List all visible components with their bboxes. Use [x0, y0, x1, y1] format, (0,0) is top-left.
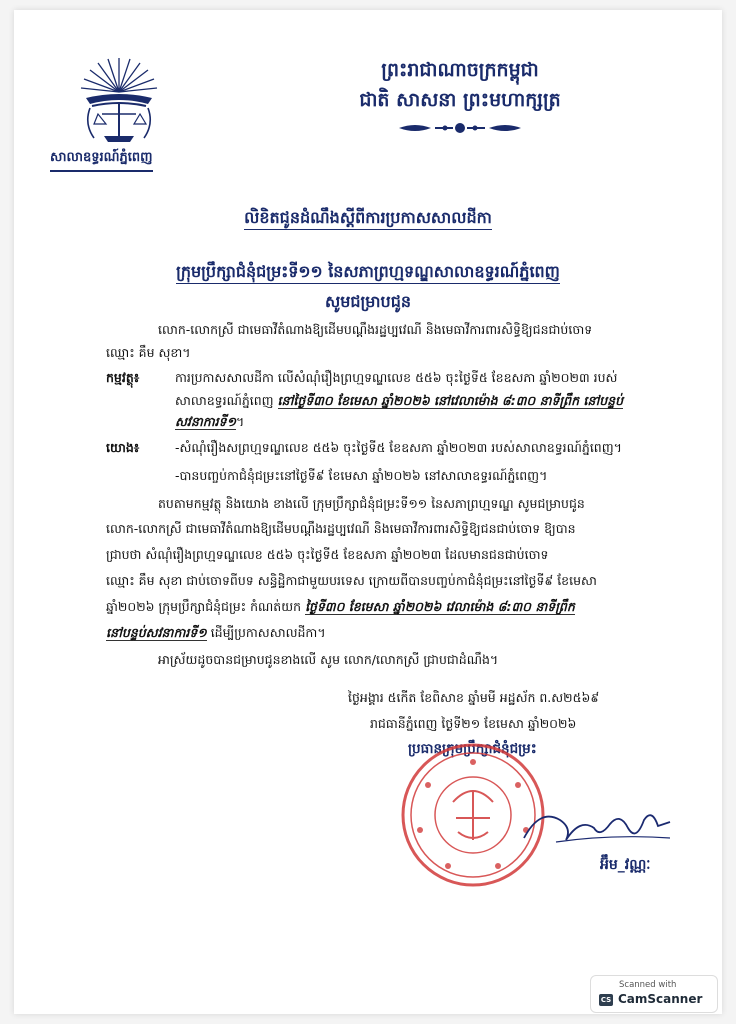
divider-ornament-icon: [395, 120, 525, 136]
signatory-title: ប្រធានក្រុមប្រឹក្សាជំនុំជម្រះ: [408, 741, 537, 757]
paragraph-line-5-plain: ឆ្នាំ២០២៦ ក្រុមប្រឹក្សាជំនុំជម្រះ កំណត់យក: [106, 599, 306, 614]
addressee-line-2: ឈ្មោះ គឹម សុខា។: [106, 345, 191, 360]
paragraph-line-2: លោក-លោកស្រី ជាមេធាវីតំណាងឱ្យដើមបណ្តឹងរដ្ឋប្បវេណី និងមេធាវីការពារសិទ្ធិឱ្យជនជាប់ចោទ ឱ្យបាន: [106, 521, 576, 536]
paragraph-line-5: [106, 599, 698, 615]
document-title-text: លិខិតជូនដំណឹងស្តីពីការប្រកាសសាលដីកា: [244, 208, 492, 230]
subject-line-2-plain: សាលាឧទ្ធរណ៍ភ្នំពេញ: [175, 393, 278, 408]
paragraph-line-1: តបតាមកម្មវត្ថុ និងយោង ខាងលើ ក្រុមប្រឹក្សាជំនុំជម្រះទី១១ នៃសភាព្រហ្មទណ្ឌ សូមជម្រាបជូន: [158, 496, 585, 511]
verdict-room-underlined: នៅបន្ទប់សវនាការទី១: [106, 625, 207, 640]
reference-item-1: -សំណុំរឿងសព្រហ្មទណ្ឌលេខ ៥៥៦ ចុះថ្ងៃទី៥ ខែឧសភា ឆ្នាំ២០២៣ របស់សាលាឧទ្ធរណ៍ភ្នំពេញ។: [175, 440, 622, 455]
paragraph-line-6: [106, 625, 698, 641]
subject-date-underlined: នៅថ្ងៃទី៣០ ខែមេសា ឆ្នាំ២០២៦ នៅវេលាម៉ោង ៨:៣០ នាទីព្រឹក នៅបន្ទប់: [277, 393, 624, 408]
handwritten-signature: [520, 798, 680, 858]
camscanner-badge: [590, 975, 718, 1013]
lunar-date: ថ្ងៃអង្គារ ៥កើត ខែពិសាខ ឆ្នាំមមី អដ្ឋស័ក ព.ស២៥៦៩: [348, 690, 600, 705]
paragraph-line-3: ជ្រាបថា សំណុំរឿងព្រហ្មទណ្ឌលេខ ៥៥៦ ចុះថ្ងៃទី៥ ខែឧសភា ឆ្នាំ២០២៣ ដែលមានជនជាប់ចោទ: [106, 547, 549, 562]
camscanner-icon: CS: [600, 996, 612, 1004]
scanned-with-label: Scanned with: [619, 980, 677, 990]
closing-line: អាស្រ័យដូចបានជម្រាបជូនខាងលើ សូម លោក/លោកស្រី ជ្រាបជាដំណឹង។: [158, 652, 499, 667]
court-name: សាលាឧទ្ធរណ៍ភ្នំពេញ: [50, 149, 153, 172]
addressee-line-1: លោក-លោកស្រី ជាមេធាវីតំណាងឱ្យដើមបណ្តឹងរដ្ឋប្បវេណី និងមេធាវីការពារសិទ្ធិឱ្យជនជាប់ចោទ: [158, 322, 593, 337]
national-motto: ជាតិ សាសនា ព្រះមហាក្សត្រ: [359, 89, 561, 111]
subject-line-3-end: ។: [236, 414, 245, 429]
recipient-line-text: ក្រុមប្រឹក្សាជំនុំជម្រះទី១១ នៃសភាព្រហ្មទណ្ឌសាលាឧទ្ធរណ៍ភ្នំពេញ: [176, 262, 560, 284]
paragraph-line-6-end: ដើម្បីប្រកាសសាលដីកា។: [206, 625, 326, 640]
court-emblem-icon: [78, 52, 160, 144]
recipient-line: [0, 261, 736, 285]
signatory-name: អ៊ឹម_វណ្ណៈ: [600, 857, 651, 873]
camscanner-name: CamScanner: [618, 992, 703, 1006]
respect-line: សូមជម្រាបជូន: [324, 292, 411, 311]
subject-room-underlined: សវនាការទី១: [175, 414, 237, 429]
document-title: [0, 207, 736, 231]
reference-item-2: -បានបញ្ចប់កាជំនុំជម្រះនៅថ្ងៃទី៩ ខែមេសា ឆ្នាំ២០២៦ នៅសាលាឧទ្ធរណ៍ភ្នំពេញ។: [175, 468, 548, 483]
paragraph-line-4: ឈ្មោះ គឹម សុខា ជាប់ចោទពីបទ សន្ធិដ្ឋិកាជាមួយបរទេស ក្រោយពីបានបញ្ចប់កាជំនុំជម្រះនៅថ្ងៃទី៩ ខែមេសា: [106, 573, 597, 588]
subject-line-3: [175, 414, 695, 430]
verdict-date-underlined: ថ្ងៃទី៣០ ខែមេសា ឆ្នាំ២០២៦ វេលាម៉ោង ៨:៣០ នាទីព្រឹក: [305, 599, 575, 614]
reference-label: យោង៖: [106, 440, 140, 455]
subject-line-2: [175, 393, 695, 409]
solar-date: រាជធានីភ្នំពេញ ថ្ងៃទី២១ ខែមេសា ឆ្នាំ២០២៦: [370, 716, 577, 731]
kingdom-heading: ព្រះរាជាណាចក្រកម្ពុជា: [381, 59, 539, 81]
subject-label: កម្មវត្ថុ៖: [106, 370, 140, 385]
subject-line-1: ការប្រកាសសាលដីកា លើសំណុំរឿងព្រហ្មទណ្ឌលេខ ៥៥៦ ចុះថ្ងៃទី៥ ខែឧសភា ឆ្នាំ២០២៣ របស់: [175, 370, 618, 385]
